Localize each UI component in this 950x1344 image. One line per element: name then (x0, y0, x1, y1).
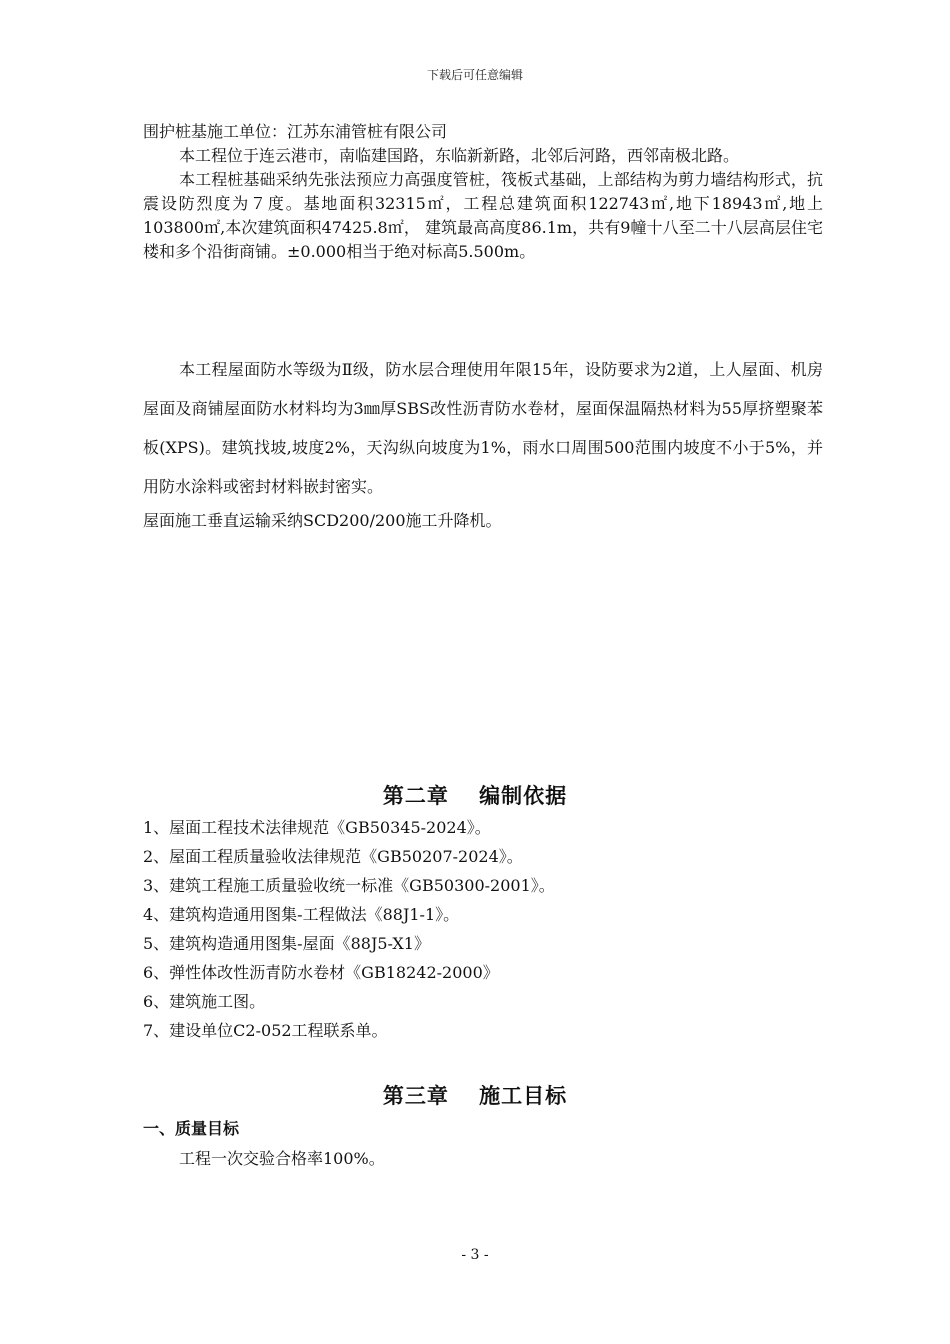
transport-line: 屋面施工垂直运输采纳SCD200/200施工升降机。 (143, 511, 502, 530)
contractor-line: 围护桩基施工单位：江苏东浦管桩有限公司 (143, 122, 448, 141)
list-item: 2、屋面工程质量验收法律规范《GB50207-2024》。 (143, 847, 523, 866)
structure-paragraph: 本工程桩基础采纳先张法预应力高强度管桩，筏板式基础，上部结构为剪力墙结构形式，抗震设防烈度为７度。基地面积32315㎡，工程总建筑面积122743㎡,地下18943㎡,地上103800㎡,本次建筑面积47425.8㎡， 建筑最高高度86.1m，共有9幢十八至二十八层高层住宅楼和多个沿街商铺。±0.000相当于绝对标高5.500m。 (143, 170, 823, 261)
list-item: 6、建筑施工图。 (143, 992, 266, 1011)
header-note: 下载后可任意编辑 (426, 68, 523, 82)
chapter2-list (143, 813, 823, 1045)
waterproof-section (143, 350, 823, 536)
waterproof-paragraph: 本工程屋面防水等级为Ⅱ级，防水层合理使用年限15年，设防要求为2道，上人屋面、机房屋面及商铺屋面防水材料均为3㎜厚SBS改性沥青防水卷材，屋面保温隔热材料为55厚挤塑聚苯板(XPS)。建筑找坡,坡度2%，天沟纵向坡度为1%，雨水口周围500范围内坡度不小于5%，并用防水涂料或密封材料嵌封密实。 (143, 360, 823, 496)
quality-goal-text: 工程一次交验合格率100%。 (179, 1149, 385, 1168)
chapter3-title: 第三章 施工目标 (382, 1084, 568, 1108)
chapter3-content (143, 1117, 823, 1171)
list-item: 6、弹性体改性沥青防水卷材《GB18242-2000》 (143, 963, 499, 982)
location-paragraph: 本工程位于连云港市，南临建国路，东临新新路，北邻后河路，西邻南极北路。 (179, 146, 740, 165)
list-item: 3、建筑工程施工质量验收统一标准《GB50300-2001》。 (143, 876, 555, 895)
list-item: 7、建设单位C2-052工程联系单。 (143, 1021, 388, 1040)
quality-goal-heading: 一、质量目标 (143, 1119, 240, 1138)
page-number: - 3 - (461, 1247, 489, 1263)
list-item: 1、屋面工程技术法律规范《GB50345-2024》。 (143, 818, 491, 837)
list-item: 4、建筑构造通用图集-工程做法《88J1-1》。 (143, 905, 460, 924)
intro-section (143, 120, 823, 264)
chapter2-title: 第二章 编制依据 (382, 784, 568, 808)
list-item: 5、建筑构造通用图集-屋面《88J5-X1》 (143, 934, 430, 953)
